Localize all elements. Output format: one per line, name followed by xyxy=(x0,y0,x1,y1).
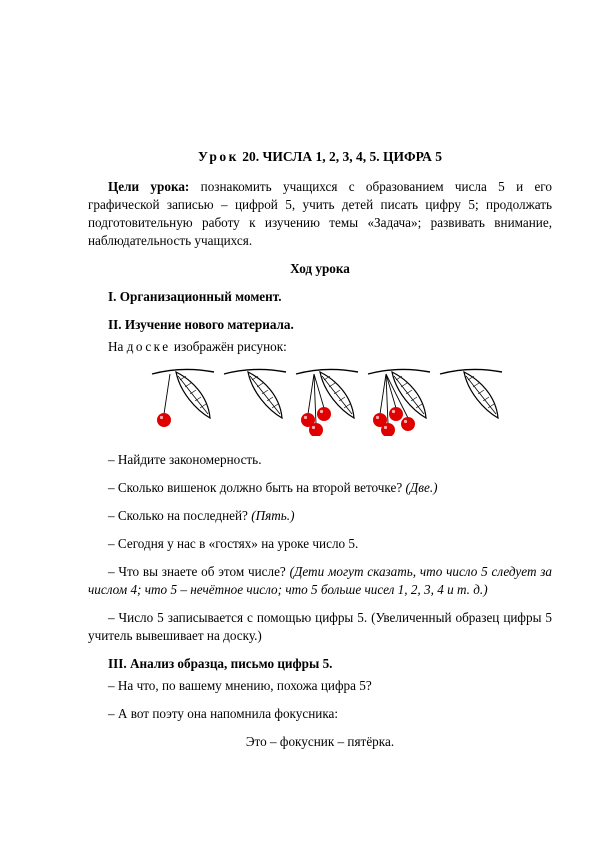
board-line xyxy=(88,338,552,356)
poem-line-1: Это – фокусник – пятёрка. xyxy=(245,734,395,749)
branch-twig-5 xyxy=(440,369,502,374)
cherry-4-2 xyxy=(389,407,403,421)
cherry-highlight-3-3 xyxy=(312,426,315,429)
section-heading-1: I. Организационный момент. xyxy=(108,289,282,304)
question-2 xyxy=(88,479,552,497)
goals-label: Цели урока: xyxy=(108,179,190,194)
cherry-stem-3-1 xyxy=(308,374,314,414)
section-heading-2: II. Изучение нового материала. xyxy=(108,317,294,332)
question-2-answer: (Две.) xyxy=(405,480,438,495)
board-spaced-word: доске xyxy=(126,339,171,354)
question-2-text: – Сколько вишенок должно быть на второй веточке? xyxy=(108,480,406,495)
question-4: – Сегодня у нас в «гостях» на уроке число 5. xyxy=(108,536,359,551)
cherry-highlight-1-1 xyxy=(160,416,163,419)
leaf-vein-2 xyxy=(250,376,280,414)
question-5-answer: (Дети могут сказать, что число 5 следует за числом 4; что 5 – нечётное число; что 5 больше чисел 1, 2, 3, 4 и т. д.) xyxy=(88,564,552,597)
cherry-3-2 xyxy=(317,407,331,421)
cherry-highlight-3-2 xyxy=(320,410,323,413)
cherry-1-1 xyxy=(157,413,171,427)
question-5 xyxy=(88,563,552,599)
goals-text: познакомить учащихся с образованием числа 5 и его графической записью – цифрой 5, учить детей писать цифру 5; продолжать подготовительную работу к изучению темы «Задача»; развивать внимание, наблюдательность учащихся. xyxy=(88,179,552,248)
leaf-vein-5 xyxy=(466,376,496,414)
question-7: – На что, по вашему мнению, похожа цифра 5? xyxy=(108,678,372,693)
leaf-vein-1 xyxy=(178,376,208,414)
cherry-stem-4-3 xyxy=(386,374,388,424)
lesson-title xyxy=(88,148,552,166)
question-3-text: – Сколько на последней? xyxy=(108,508,252,523)
lesson-content xyxy=(88,148,552,751)
cherry-branches-figure xyxy=(146,364,546,436)
question-6: – Число 5 записывается с помощью цифры 5. (Увеличенный образец цифры 5 учитель вывешивает на доску.) xyxy=(88,610,552,643)
course-heading: Ход урока xyxy=(290,261,350,276)
question-8: – А вот поэту она напомнила фокусника: xyxy=(108,706,339,721)
board-prefix: На xyxy=(108,339,127,354)
cherry-stem-3-3 xyxy=(314,374,316,424)
cherry-stem-1-1 xyxy=(164,374,170,414)
cherry-highlight-4-2 xyxy=(392,410,395,413)
title-rest: 20. ЧИСЛА 1, 2, 3, 4, 5. ЦИФРА 5 xyxy=(238,149,442,164)
branch-twig-3 xyxy=(296,369,358,374)
cherry-highlight-4-1 xyxy=(376,416,379,419)
cherry-4-4 xyxy=(401,417,415,431)
branch-twig-2 xyxy=(224,369,286,374)
lesson-goals xyxy=(88,178,552,250)
cherry-highlight-3-1 xyxy=(304,416,307,419)
title-word: Урок xyxy=(198,149,239,164)
question-3 xyxy=(88,507,552,525)
question-3-answer: (Пять.) xyxy=(251,508,295,523)
branch-twig-1 xyxy=(152,369,214,374)
cherry-highlight-4-3 xyxy=(384,426,387,429)
cherry-stem-4-1 xyxy=(380,374,386,414)
cherry-highlight-4-4 xyxy=(404,420,407,423)
question-1: – Найдите закономерность. xyxy=(108,452,262,467)
question-5-text: – Что вы знаете об этом числе? xyxy=(108,564,290,579)
branch-twig-4 xyxy=(368,369,430,374)
board-suffix: изображён рисунок: xyxy=(170,339,287,354)
section-heading-3: III. Анализ образца, письмо цифры 5. xyxy=(108,656,333,671)
